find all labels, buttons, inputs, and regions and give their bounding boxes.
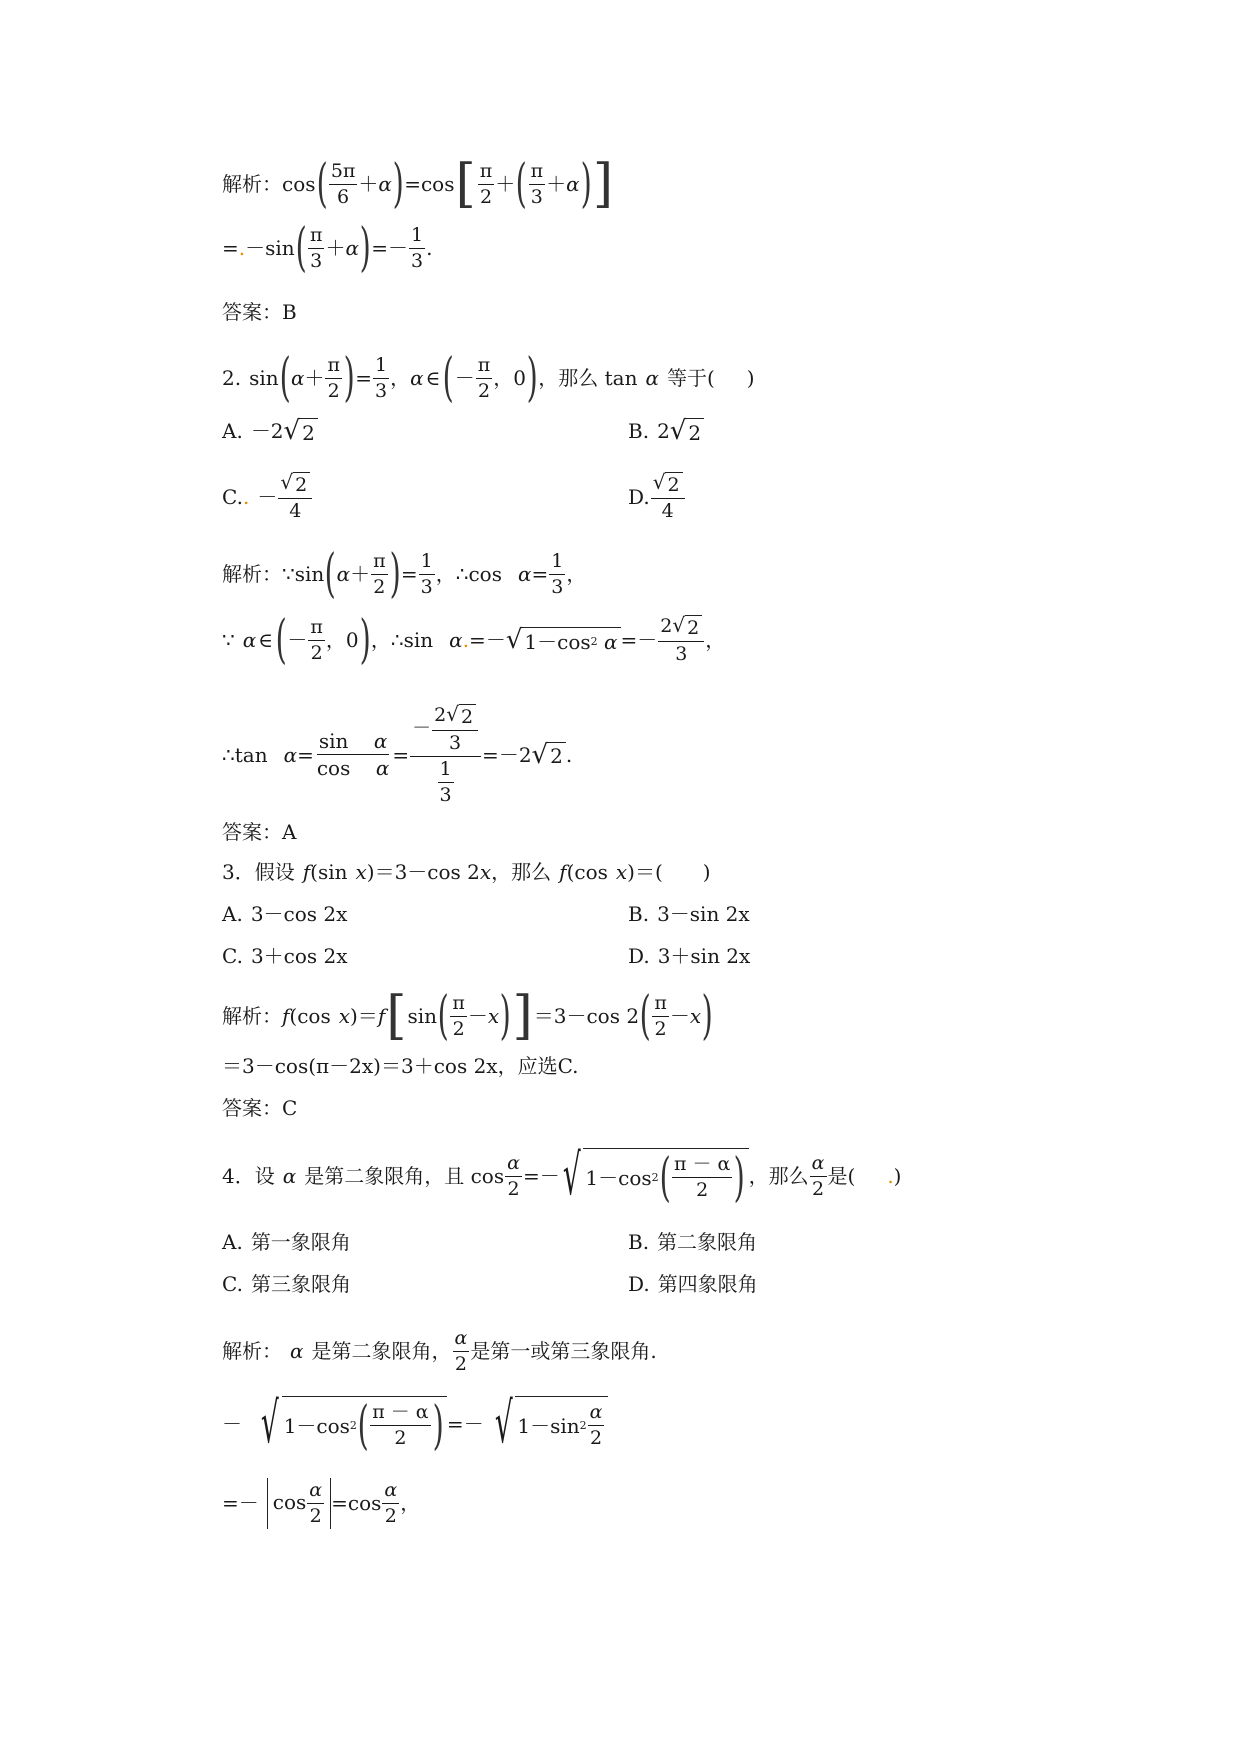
q1-solution-line-2: = . － sin ( $\frac{\pi}{3}$ ＋ α ) = － $\frac{1}{3}$ . bbox=[222, 218, 433, 278]
q2-solution-line-3: ∴ tan α = $\frac{\text{sin α}}{\text{cos α}}$ = － 2 √ 2 3 $\frac{1}{3}$ = － 2 √ 2 . bbox=[222, 702, 573, 806]
q3-option-c: C. 3＋cos 2x bbox=[222, 944, 348, 968]
q3-solution-line-1: 解析： f (cos x )＝ f [ sin ( $\frac{\pi}{2}$ － x ) ] ＝3－cos 2 ( $\frac{\pi}{2}$ － x ) bbox=[222, 986, 713, 1046]
q3-option-d: D. 3＋sin 2x bbox=[628, 944, 751, 968]
q3-answer: 答案： C bbox=[222, 1096, 298, 1120]
q4-solution-line-3: = － cos $\frac{\alpha}{2}$ = cos $\frac{\alpha}{2}$ ， bbox=[222, 1479, 421, 1527]
q3-stem: 3．假设 f (sin x )＝3－cos 2 x ，那么 f (cos x )＝( ) bbox=[222, 860, 711, 884]
q2-answer: 答案： A bbox=[222, 820, 297, 844]
q4-solution-line-1: 解析： α 是第二象限角， $\frac{\alpha}{2}$ 是第一或第三象限角. bbox=[222, 1327, 657, 1375]
fraction-pi-over-3: $\frac{\pi}{3}$ bbox=[530, 159, 544, 208]
q1-answer: 答案： B bbox=[222, 300, 297, 324]
q4-option-d: D. 第四象限角 bbox=[628, 1272, 758, 1296]
q2-option-a: A. －2 √ 2 bbox=[222, 418, 318, 444]
q4-stem: 4．设 α 是第二象限角，且 cos $\frac{\alpha}{2}$ = － √ 1－cos 2 ( $\frac{\pi - \alpha}{2}$ ) ，那么 $\frac{\alpha}{2}$ 是( . ) bbox=[222, 1143, 902, 1208]
q4-solution-line-2: － √ 1－cos 2 ( $\frac{\pi - \alpha}{2}$ ) = － √ 1－sin 2 $\frac{\alpha}{2}$ bbox=[222, 1396, 608, 1452]
fraction-pi-over-2: $\frac{\pi}{2}$ bbox=[479, 159, 493, 208]
q4-option-c: C. 第三象限角 bbox=[222, 1272, 351, 1296]
sqrt-2: √ 2 bbox=[284, 418, 318, 444]
q3-option-a: A. 3－cos 2x bbox=[222, 902, 348, 926]
q2-option-d: D. √ 2 4 bbox=[628, 472, 686, 522]
q2-solution-line-2: ∵ α ∈ ( － $\frac{\pi}{2}$ ， 0 ) ， ∴ sin α . = － √ 1－cos 2 α = － 2 √ 2 3 ， bbox=[222, 610, 726, 670]
q4-option-a: A. 第一象限角 bbox=[222, 1230, 351, 1254]
q2-stem: 2. sin ( α ＋ $\frac{\pi}{2}$ ) = $\frac{1}{3}$ ， α ∈ ( － $\frac{\pi}{2}$ ， 0 ) ，那么 tan α 等于( ) bbox=[222, 348, 755, 408]
q4-option-b: B. 第二象限角 bbox=[628, 1230, 758, 1254]
q3-option-b: B. 3－sin 2x bbox=[628, 902, 750, 926]
q2-option-b: B. 2 √ 2 bbox=[628, 418, 704, 444]
q2-solution-line-1: 解析： ∵ sin ( α ＋ $\frac{\pi}{2}$ ) = $\frac{1}{3}$ ， ∴ cos α = $\frac{1}{3}$ ， bbox=[222, 544, 587, 604]
q3-solution-line-2: ＝3－cos(π－2x)＝3＋cos 2x，应选C. bbox=[222, 1054, 579, 1078]
q1-solution-line-1: 解析： cos ( $\frac{5\pi}{6}$ ＋ α ) = cos [ $\frac{\pi}{2}$ ＋ ( $\frac{\pi}{3}$ ＋ α ) ] bbox=[222, 154, 614, 214]
q2-option-c: C. . － √ 2 4 bbox=[222, 472, 313, 522]
fraction-5pi-over-6: $\frac{5\pi}{6}$ bbox=[330, 159, 356, 208]
